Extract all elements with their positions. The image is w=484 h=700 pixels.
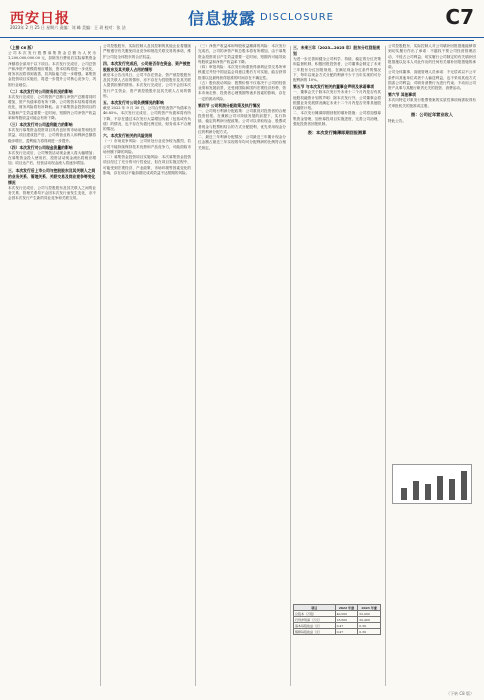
table-cell: 0.39: [358, 629, 381, 635]
paragraph: 二、本次发行摊薄即期回报的填补措施：公司将加强募集资金管理，加快募投项目实施进度，完善公司治理，强化投资者回报机制。: [293, 111, 381, 126]
column-3: [198, 44, 286, 690]
table-cell: 0.47: [335, 623, 358, 629]
section-heading: 四、本次发行完成后，公司是否存在资金、资产被控股股东及其关联人占用的情形: [103, 60, 191, 72]
paragraph: 本次发行募集资金投资项目具有良好的市场前景和经济效益，项目建成投产后，公司的营业收入和利润总额将稳步增长，盈利能力将得到进一步提升。: [8, 128, 96, 143]
table-cell: 0.47: [335, 629, 358, 635]
paragraph: 二、最近三年利润分配情况：公司最近三年累计现金分红金额占最近三年实现的年均可分配利润的比例符合相关规定。: [198, 135, 286, 150]
article-columns: [8, 44, 476, 690]
paragraph: 为进一步完善和健全公司科学、持续、稳定的分红决策和监督机制，积极回报投资者，公司董事会制定了未来三年股东分红回报规划，在满足现金分红条件的情况下，每年以现金方式分配的利润不少于当年实现的可分配利润的 10%。: [293, 57, 381, 82]
section-heading: 六、本次发行相关的风险说明: [103, 133, 153, 139]
paragraph: （一）市场竞争风险：公司所处行业竞争较为激烈，若公司不能持续保持技术优势和产品竞争力，可能面临市场份额下降的风险。: [103, 139, 191, 154]
section-heading: 五、本次发行对公司负债情况的影响: [103, 100, 164, 105]
section-heading: 三、未来三年（2023—2025 年）股东分红回报规划: [293, 45, 381, 56]
chart-bar: [413, 481, 419, 500]
paragraph: 公司全体董事、高级管理人员承诺：不无偿或以不公平条件向其他单位或者个人输送利益，也不采用其他方式损害公司利益；对职务消费行为进行约束；不动用公司资产从事与其履行职责无关的投资、消费活动。: [388, 70, 476, 90]
table-row: [294, 629, 381, 635]
table-cell: 18,600: [335, 617, 358, 623]
section-title: 信息披露: [188, 9, 257, 28]
data-table: [293, 604, 381, 635]
section-heading: 第六节 其他事项: [388, 92, 416, 98]
section-heading: 三、本次发行后上市公司与控股股东及其关联人之间的业务关系、管理关系、关联交易及同业竞争等变化情况: [8, 167, 96, 185]
paragraph: 公司本次发行股票募集资金总额为人民币 1,200,000,000.00 元，扣除发行费用后实际募集资金净额将全部用于以下项目。本次发行完成后，公司总资产和净资产规模将相应增加，资本结构将进一步优化，财务状况将得到改善，抗风险能力进一步增强。募集资金投资项目实施后，将进一步提升公司核心竞争力，巩固行业地位。: [8, 51, 96, 87]
chart-bar: [437, 476, 443, 500]
column-2: [103, 44, 191, 690]
section-title-en: DISCLOSURE: [260, 12, 334, 23]
paragraph: 一、公司现行利润分配政策：公司重视对投资者的合理投资回报，在兼顾公司可持续发展的前提下，实行持续、稳定的利润分配政策。公司可以采取现金、股票或者现金与股票相结合的方式分配股利，优先采用现金分红的利润分配方式。: [198, 108, 286, 134]
section-heading: （上接 C6 版）: [8, 45, 36, 50]
page-number: C7: [445, 5, 474, 29]
chart-bar: [461, 471, 467, 500]
paragraph: 公司控股股东、实际控制人及其控制的其他企业将继续严格遵守有关避免同业竞争和规范关联交易的承诺，维护公司及全体股东的合法权益。: [103, 44, 191, 59]
table-header: 2023 年度: [358, 605, 381, 611]
paragraph: 本次发行完成后，公司与控股股东及其关联人之间的业务关系、管理关系均不会因本次发行而发生变化，亦不会因本次发行产生新的同业竞争和关联交易。: [8, 185, 96, 200]
paragraph: 公司控股股东、实际控制人对公司填补回报措施能够得到切实履行作出了承诺：不越权干预公司经营管理活动，不侵占公司利益；切实履行公司制定的有关填补回报措施以及本人对此作出的任何有关填补回报措施的承诺。: [388, 44, 476, 69]
issue-date: 2023年 2 月 25 日 星期六 责编：刘 峰 美编：王 玥 校对：张 洁: [10, 25, 126, 30]
table-cell: 总股本（万股）: [294, 611, 336, 617]
chart-bar: [401, 488, 407, 500]
paragraph: 本次发行完成后，公司筹资活动现金流入将大幅增加；在募集资金投入使用后，投资活动现金流出将相应增加；项目达产后，经营活动现金流入将逐步增加。: [8, 150, 96, 166]
column-4: [293, 44, 381, 690]
column-divider: [290, 46, 291, 686]
header-rule: [10, 40, 474, 41]
table-cell: 52,000: [358, 611, 381, 617]
column-divider: [385, 46, 386, 686]
table-cell: 基本每股收益（元）: [294, 623, 336, 629]
figure-caption: 表：本次发行摊薄即期回报测算: [307, 130, 367, 135]
table-cell: 40,000: [335, 611, 358, 617]
chart-bar: [425, 484, 431, 500]
paragraph: 截至本公告出具日，公司不存在资金、资产被控股股东及其关联人占用的情形，亦不存在为控股股东及其关联人提供担保的情形。本次发行完成后，公司不会因本次发行产生资金、资产被控股股东及其关联人占用的情形。: [103, 72, 191, 98]
section-heading: 第五节 与本次发行相关的董事会声明及承诺事项: [293, 84, 375, 90]
column-divider: [100, 46, 101, 686]
column-1: [8, 44, 96, 690]
continued-note: （下转 C8 版）: [446, 691, 474, 696]
paragraph: 本次发行完成后，公司的资产总额与净资产总额将同时增加，资产负债率将有所下降，公司的资本结构将得到优化，财务风险将有所降低。由于募集资金投资项目的实施和产生效益需要一定时间，短期内公司净资产收益率和每股收益可能会有所下降。: [8, 94, 96, 120]
column-divider: [195, 46, 196, 686]
paragraph: （三）净资产收益率和每股收益摊薄的风险：本次发行完成后，公司的净资产和总股本将有所增加，由于募集资金投资项目产生效益需要一定时间，短期内可能导致每股收益和净资产收益率下降。: [198, 44, 286, 64]
section-heading: （三）本次发行对公司盈利能力的影响: [8, 122, 73, 127]
table-cell: 0.39: [358, 623, 381, 629]
masthead: [0, 0, 484, 38]
paragraph: （五）股价波动风险：股票价格不仅取决于公司的经营业绩和发展前景，还受到国际和国内宏观经济形势、资本市场走势、投资者心理预期等诸多因素的影响，存在一定的波动风险。: [198, 80, 286, 101]
section-heading: 第四节 公司利润分配政策及执行情况: [198, 102, 261, 108]
chart-bar: [449, 479, 455, 500]
paragraph: 一、董事会关于除本次发行外未来十二个月内是否有其他股权融资计划的声明：除本次发行外，公司董事会将根据业务发展情况确定未来十二个月内是否安排其他股权融资计划。: [293, 90, 381, 110]
newspaper-logo: 西安日报: [10, 11, 70, 27]
paragraph: （二）募集资金投资项目实施风险：本次募集资金投资项目经过了充分的可行性论证，但在项目实施过程中，可能受到宏观经济、产业政策、市场环境等因素变化的影响，存在项目不能如期完成或效益不达预期的风险。: [103, 155, 191, 175]
table-cell: 20,460: [358, 617, 381, 623]
paragraph: （四）审批风险：本次发行尚需获得深圳证券交易所审核通过并经中国证监会同意注册后方可实施，能否获得批准以及最终获得批准的时间存在不确定性。: [198, 65, 286, 80]
section-heading: （四）本次发行对公司现金流量的影响: [8, 144, 73, 150]
table-header: 项目: [294, 605, 336, 611]
table-cell: 稀释每股收益（元）: [294, 629, 336, 635]
table-header: 2022 年度: [335, 605, 358, 611]
paragraph: 本次向特定对象发行股票预案的实质性事项尚需取得有关审批机关的批准或注册。: [388, 98, 476, 108]
figure-caption: 图：公司近年营业收入: [411, 111, 453, 117]
section-heading: （二）本次发行对公司财务状况的影响: [8, 88, 73, 94]
paragraph: 特此公告。: [388, 118, 406, 123]
paragraph: 截至 2022 年 9 月 30 日，公司合并报表资产负债率为 46.85%。本次发行完成后，公司的资产负债率将有所下降，不存在通过本次发行大量增加负债（包括或有负债）的情况，也不存在负债比例过低、财务成本不合理的情况。: [103, 106, 191, 131]
column-5: [388, 44, 476, 690]
table-cell: 归母净利润（万元）: [294, 617, 336, 623]
bar-chart: [392, 464, 472, 504]
